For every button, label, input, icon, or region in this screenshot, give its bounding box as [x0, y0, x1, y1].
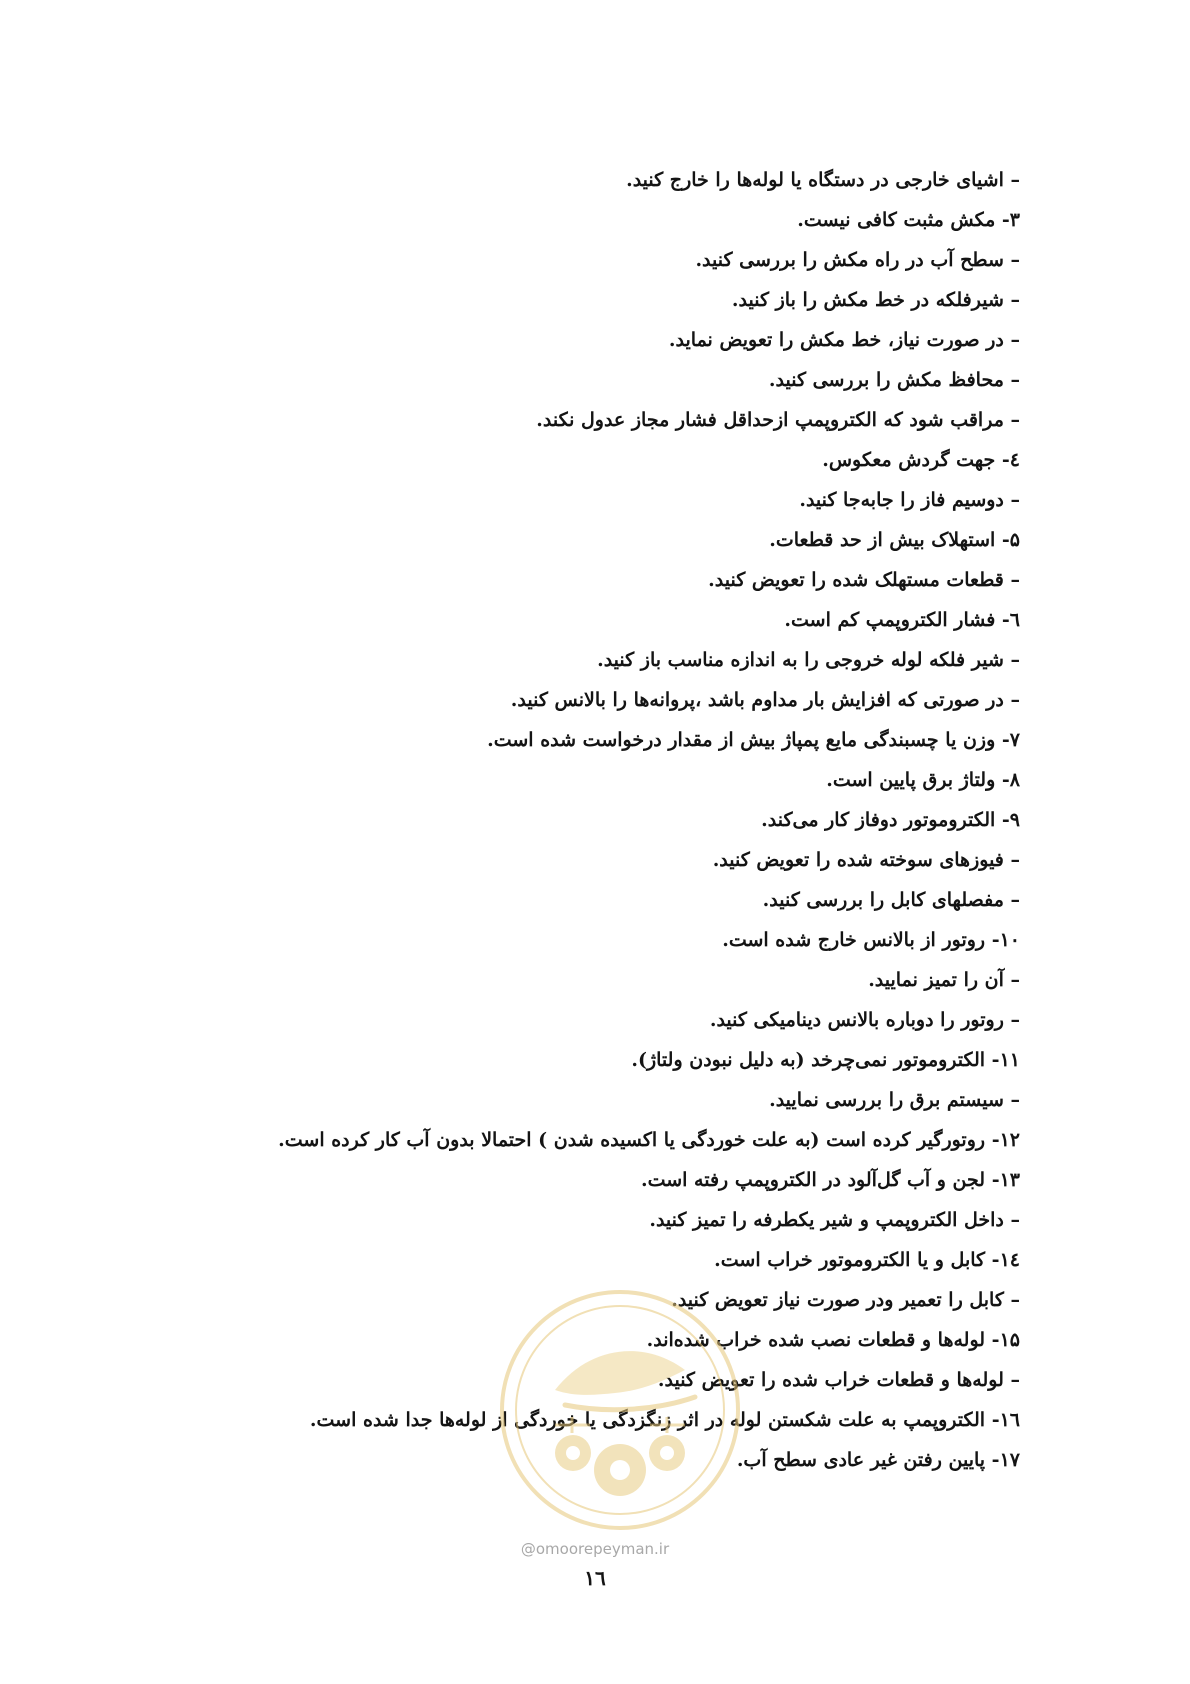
watermark-logo: [495, 1285, 745, 1535]
list-line: – قطعات مستهلک شده را تعویض کنید.: [708, 569, 1020, 591]
list-line: ۵- استهلاک بیش از حد قطعات.: [769, 529, 1020, 551]
list-line: ۳- مکش مثبت کافی نیست.: [797, 209, 1020, 231]
list-line: ۷- وزن یا چسبندگی مایع پمپاژ بیش از مقدار درخواست شده است.: [487, 729, 1020, 751]
list-line: ٤- جهت گردش معکوس.: [822, 449, 1020, 471]
troubleshooting-list: [120, 160, 1020, 1480]
list-line: ۹- الکتروموتور دوفاز کار می‌کند.: [761, 809, 1020, 831]
list-line: – محافظ مکش را بررسی کنید.: [768, 369, 1020, 391]
list-line: ۱٦- الکتروپمپ به علت شکستن لوله در اثر زنگزدگی یا خوردگی از لوله‌ها جدا شده است.: [309, 1409, 1020, 1431]
list-line: – سطح آب در راه مکش را بررسی کنید.: [695, 249, 1020, 271]
list-line: – مراقب شود که الکتروپمپ ازحداقل فشار مجاز عدول نکند.: [536, 409, 1020, 431]
list-line: – شیرفلکه در خط مکش را باز کنید.: [731, 289, 1020, 311]
list-line: – روتور را دوباره بالانس دینامیکی کنید.: [709, 1009, 1020, 1031]
list-line: – در صورتی که افزایش بار مداوم باشد ،پروانه‌ها را بالانس کنید.: [510, 689, 1020, 711]
list-line: – لوله‌ها و قطعات خراب شده را تعویض کنید.: [657, 1369, 1020, 1391]
list-line: ۸- ولتاژ برق پایین است.: [826, 769, 1020, 791]
list-line: ۱۲- روتورگیر کرده است (به علت خوردگی یا اکسیده شدن ) احتمالا بدون آب کار کرده است.: [278, 1129, 1020, 1151]
list-line: ۱٤- کابل و یا الکتروموتور خراب است.: [714, 1249, 1020, 1271]
list-line: – سیستم برق را بررسی نمایید.: [769, 1089, 1020, 1111]
list-line: – داخل الکتروپمپ و شیر یکطرفه را تمیز کنید.: [649, 1209, 1020, 1231]
list-line: ۱۳- لجن و آب گل‌آلود در الکتروپمپ رفته است.: [640, 1169, 1020, 1191]
list-line: ٦- فشار الکتروپمپ کم است.: [784, 609, 1020, 631]
list-line: ۱۵- لوله‌ها و قطعات نصب شده خراب شده‌اند.: [646, 1329, 1020, 1351]
list-line: – مفصلهای کابل را بررسی کنید.: [762, 889, 1020, 911]
list-line: – فیوزهای سوخته شده را تعویض کنید.: [712, 849, 1020, 871]
page-number: ۱٦: [584, 1566, 606, 1590]
list-line: – اشیای خارجی در دستگاه یا لوله‌ها را خارج کنید.: [626, 169, 1020, 191]
list-line: – آن را تمیز نمایید.: [868, 969, 1020, 991]
watermark-site-label: @omoorepeyman.ir: [520, 1540, 670, 1558]
list-line: ۱۰- روتور از بالانس خارج شده است.: [722, 929, 1020, 951]
list-line: ۱۷- پایین رفتن غیر عادی سطح آب.: [736, 1449, 1020, 1471]
list-line: – کابل را تعمیر ودر صورت نیاز تعویض کنید.: [671, 1289, 1020, 1311]
list-line: – شیر فلکه لوله خروجی را به اندازه مناسب باز کنید.: [597, 649, 1020, 671]
list-line: ۱۱- الکتروموتور نمی‌چرخد (به دلیل نبودن ولتاژ).: [631, 1049, 1020, 1071]
list-line: – در صورت نیاز، خط مکش را تعویض نماید.: [668, 329, 1020, 351]
list-line: – دوسیم فاز را جابه‌جا کنید.: [799, 489, 1020, 511]
